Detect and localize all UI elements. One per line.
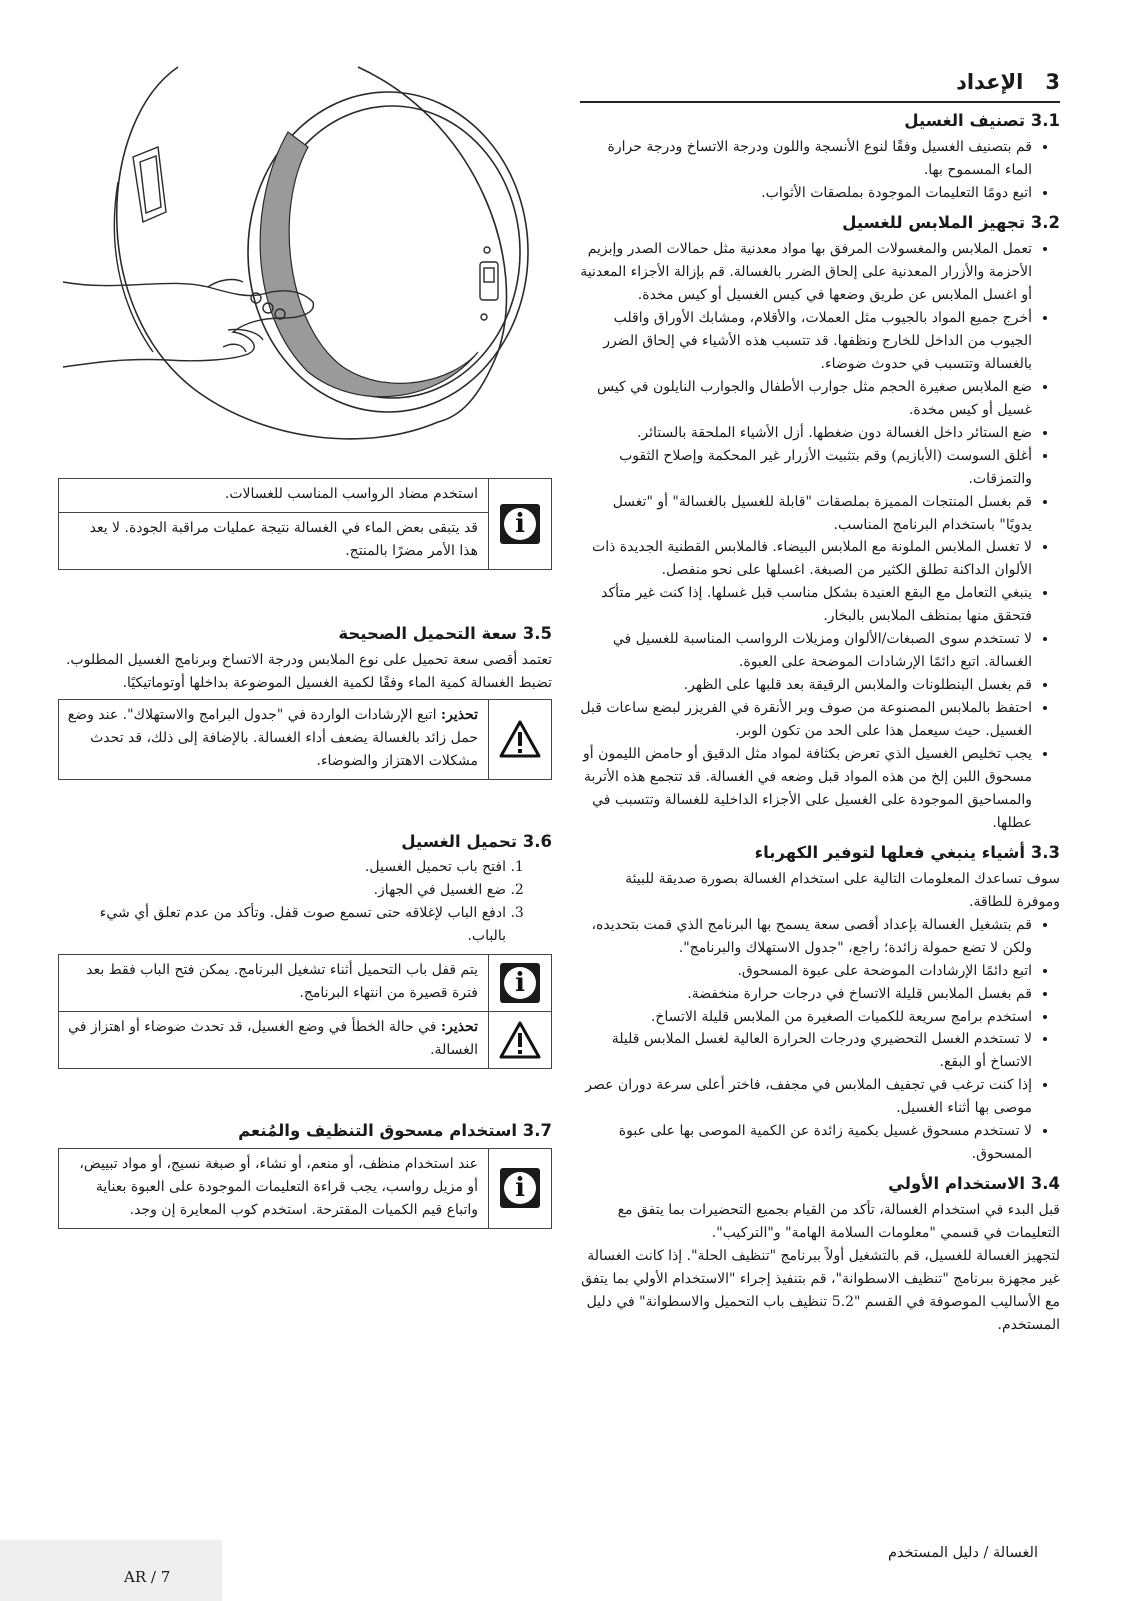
info-note-box xyxy=(58,478,552,570)
list-item: • قم بغسل البنطلونات والملابس الرقيقة بعد قلبها على الظهر. xyxy=(580,674,1032,697)
warning-box xyxy=(58,699,552,780)
info-note-line: استخدم مضاد الرواسب المناسب للغسالات. xyxy=(224,486,478,502)
list-3-3 xyxy=(580,914,1060,1166)
heading-3-5: 3.5 سعة التحميل الصحيحة xyxy=(338,623,552,643)
list-item: • لا تستخدم الغسل التحضيري ودرجات الحرارة العالية لغسل الملابس قليلة الاتساخ أو البقع. xyxy=(580,1028,1032,1074)
info-note-box xyxy=(58,954,552,1012)
page-number: AR / 7 xyxy=(124,1568,171,1586)
list-3-2 xyxy=(580,238,1060,835)
paragraph-3-4-2: لتجهيز الغسالة للغسيل، قم بالتشغيل أولاً ببرنامج "تنظيف الحلة". إذا كانت الغسالة غير مجهزة ببرنامج "تنظيف الاسطوانة"، قم بتنفيذ إجراء "الاستخدام الأولي بما يتفق مع الأساليب الموصوفة في القسم "5.2 تنظيف باب التحميل والاسطوانة" في دليل المستخدم. xyxy=(581,1248,1060,1333)
list-item: 3. ادفع الباب لإغلاقه حتى تسمع صوت قفل. وتأكد من عدم تعلق أي شيء بالباب. xyxy=(58,902,506,948)
list-item: 2. ضع الغسيل في الجهاز. xyxy=(58,879,506,902)
list-item: • قم بغسل الملابس قليلة الاتساخ في درجات حرارة منخفضة. xyxy=(580,983,1032,1006)
list-item: • ضع الستائر داخل الغسالة دون ضغطها. أزل الأشياء الملحقة بالستائر. xyxy=(580,422,1032,445)
list-item: • ضع الملابس صغيرة الحجم مثل جوارب الأطفال والجوارب النايلون في كيس غسيل أو كيس مخدة. xyxy=(580,376,1032,422)
warning-text: تحذير: في حالة الخطأ في وضع الغسيل، قد تحدث ضوضاء أو اهتزاز في الغسالة. xyxy=(68,1019,478,1059)
info-note-line: عند استخدام منظف، أو منعم، أو نشاء، أو صبغة نسيج، أو مواد تبييض، أو مزيل رواسب، يجب قراءة التعليمات الموجودة على العبوة بعناية واتباع قيم الكميات المقترحة. استخدم كوب المعايرة إن وجد. xyxy=(79,1156,478,1218)
heading-3-3: 3.3 أشياء ينبغي فعلها لتوفير الكهرباء xyxy=(754,842,1060,862)
warning-box xyxy=(58,1012,552,1069)
warning-triangle-icon xyxy=(498,719,542,759)
info-icon: i xyxy=(500,1168,540,1208)
warning-text: تحذير: اتبع الإرشادات الواردة في "جدول البرامج والاستهلاك". عند وضع حمل زائد بالغسالة يضعف أداء الغسالة. بالإضافة إلى ذلك، قد تحدث مشكلات الاهتزاز والضوضاء. xyxy=(67,706,478,769)
list-item: • اتبع دومًا التعليمات الموجودة بملصقات الأثواب. xyxy=(580,182,1032,205)
info-icon: i xyxy=(500,963,540,1003)
list-item: • ينبغي التعامل مع البقع العنيدة بشكل مناسب قبل غسلها. إذا كنت غير متأكد فتحقق منها بمنظف الملابس بالبخار. xyxy=(580,582,1032,628)
list-item: • أغلق السوست (الأبازيم) وقم بتثبيت الأزرار غير المحكمة وإصلاح الثقوب والتمزقات. xyxy=(580,445,1032,491)
list-item: • اتبع دائمًا الإرشادات الموضحة على عبوة المسحوق. xyxy=(580,960,1032,983)
list-item: • لا تستخدم سوى الصبغات/الألوان ومزيلات الرواسب المناسبة للغسيل في الغسالة. اتبع دائمًا الإرشادات الموضحة على العبوة. xyxy=(580,628,1032,674)
right-column xyxy=(580,68,1060,1337)
list-item: • لا تغسل الملابس الملونة مع الملابس البيضاء. فالملابس القطنية الجديدة ذات الألوان الداكنة تطلق الكثير من الصبغة. اغسلها على نحو منفصل. xyxy=(580,536,1032,582)
section-number: 3 xyxy=(1045,70,1060,94)
footer-doc-title: الغسالة / دليل المستخدم xyxy=(887,1545,1038,1561)
paragraph-3-4-1: قبل البدء في استخدام الغسالة، تأكد من القيام بجميع التحضيرات بما يتفق مع التعليمات في قسمي "معلومات السلامة الهامة" و"التركيب". xyxy=(617,1202,1060,1242)
list-item: 1. افتح باب تحميل الغسيل. xyxy=(58,856,506,879)
info-icon: i xyxy=(500,504,540,544)
warning-triangle-icon xyxy=(498,1020,542,1060)
list-item: • احتفظ بالملابس المصنوعة من صوف وبر الأنقرة في الفريزر لبضع ساعات قبل الغسيل. حيث سيعمل هذا على الحد من تكون الوبر. xyxy=(580,697,1032,743)
heading-3-4: 3.4 الاستخدام الأولي xyxy=(888,1174,1060,1194)
list-item: • قم بتصنيف الغسيل وفقًا لنوع الأنسجة واللون ودرجة الاتساخ ودرجة حرارة الماء المسموح بها. xyxy=(580,136,1032,182)
heading-3-1: 3.1 تصنيف الغسيل xyxy=(904,111,1060,131)
heading-3-2: 3.2 تجهيز الملابس للغسيل xyxy=(842,213,1060,233)
info-note-line: يتم قفل باب التحميل أثناء تشغيل البرنامج. يمكن فتح الباب فقط بعد فترة قصيرة من انتهاء البرنامج. xyxy=(86,962,478,1002)
list-item: • قم بتشغيل الغسالة بإعداد أقصى سعة يسمح بها البرنامج الذي قمت بتحديده، ولكن لا تضع حمولة زائدة؛ راجع، "جدول الاستهلاك والبرنامج". xyxy=(580,914,1032,960)
page-number-tab xyxy=(0,1540,222,1601)
list-item: • لا تستخدم مسحوق غسيل بكمية زائدة عن الكمية الموصى بها على عبوة المسحوق. xyxy=(580,1120,1032,1166)
washer-door-loading-illustration xyxy=(58,62,558,457)
list-3-1 xyxy=(580,136,1060,205)
paragraph-3-5-2: تضبط الغسالة كمية الماء وفقًا لكمية الغسيل الموضوعة بداخلها أوتوماتيكيًا. xyxy=(122,674,552,691)
list-item: • قم بغسل المنتجات المميزة بملصقات "قابلة للغسيل بالغسالة" أو "تغسل يدويًا" باستخدام البرنامج المناسب. xyxy=(580,491,1032,537)
list-item: • يجب تخليص الغسيل الذي تعرض بكثافة لمواد مثل الدقيق أو حامض الليمون أو مسحوق اللبن إلخ من هذه المواد قبل وضعه في الغسالة. قد تتجمع هذه الأتربة والمساحيق الموجودة على الغسيل على الأجزاء الداخلية للغسالة وتتسبب في عطلها. xyxy=(580,743,1032,835)
info-note-box xyxy=(58,1148,552,1229)
list-item: • استخدم برامج سريعة للكميات الصغيرة من الملابس قليلة الاتساخ. xyxy=(580,1006,1032,1029)
paragraph-3-3-intro: سوف تساعدك المعلومات التالية على استخدام الغسالة بصورة صديقة للبيئة وموفرة للطاقة. xyxy=(625,870,1060,910)
warning-label: تحذير: xyxy=(440,706,478,723)
steps-3-6 xyxy=(58,856,552,948)
section-title-text: الإعداد xyxy=(956,70,1024,94)
list-item: • إذا كنت ترغب في تجفيف الملابس في مجفف، فاختر أعلى سرعة دوران عصر موصى بها أثناء الغسيل. xyxy=(580,1074,1032,1120)
warning-label: تحذير: xyxy=(440,1019,478,1036)
left-column xyxy=(58,478,552,1229)
info-note-line: قد يتبقى بعض الماء في الغسالة نتيجة عمليات مراقبة الجودة. لا يعد هذا الأمر مضرًا بالمنتج. xyxy=(59,512,488,569)
list-item: • تعمل الملابس والمغسولات المرفق بها مواد معدنية مثل حمالات الصدر وإبزيم الأحزمة والأزرار المعدنية على إلحاق الضرر بالغسالة. قم بإزالة الأجزاء المعدنية أو اغسل الملابس عن طريق وضعها في كيس الغسيل أو كيس مخدة. xyxy=(580,238,1032,307)
heading-3-7: 3.7 استخدام مسحوق التنظيف والمُنعم xyxy=(238,1121,552,1141)
paragraph-3-5-1: تعتمد أقصى سعة تحميل على نوع الملابس ودرجة الاتساخ وبرنامج الغسيل المطلوب. xyxy=(65,651,552,668)
list-item: • أخرج جميع المواد بالجيوب مثل العملات، والأقلام، ومشابك الأوراق واقلب الجيوب من الداخل للخارج ونظفها. قد تتسبب هذه الأشياء في إلحاق الضرر بالغسالة وتتسبب في حدوث ضوضاء. xyxy=(580,307,1032,376)
heading-3-6: 3.6 تحميل الغسيل xyxy=(401,831,552,851)
section-title xyxy=(580,68,1060,103)
